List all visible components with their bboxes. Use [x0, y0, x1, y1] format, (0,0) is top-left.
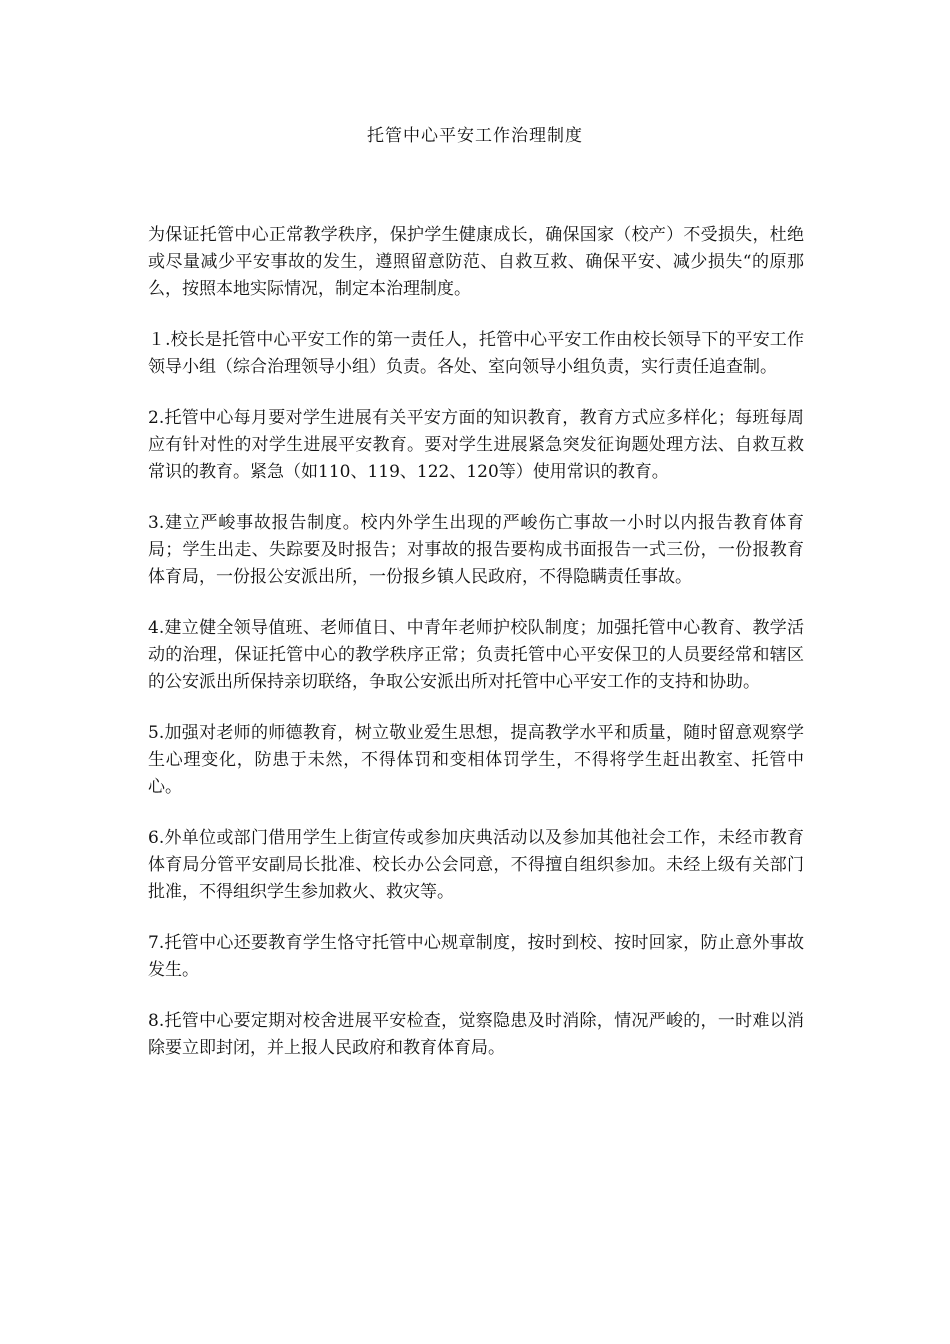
rule-item-6: 6.外单位或部门借用学生上街宣传或参加庆典活动以及参加其他社会工作，未经市教育体育局分管平安副局长批准、校长办公会同意，不得擅自组织参加。未经上级有关部门批准，不得组织学生参加救火、救灾等。 [148, 828, 804, 902]
rule-item-1: １.校长是托管中心平安工作的第一责任人，托管中心平安工作由校长领导下的平安工作领导小组（综合治理领导小组）负责。各处、室向领导小组负责，实行责任追查制。 [148, 330, 804, 377]
rule-item-8: 8.托管中心要定期对校舍进展平安检查，觉察隐患及时消除，情况严峻的，一时难以消除要立即封闭，并上报人民政府和教育体育局。 [148, 1011, 804, 1058]
rule-item-5: 5.加强对老师的师德教育，树立敬业爱生思想，提高教学水平和质量，随时留意观察学生心理变化，防患于未然，不得体罚和变相体罚学生，不得将学生赶出教室、托管中心。 [148, 723, 804, 797]
rule-item-7: 7.托管中心还要教育学生恪守托管中心规章制度，按时到校、按时回家，防止意外事故发生。 [148, 933, 804, 980]
rule-item-2: 2.托管中心每月要对学生进展有关平安方面的知识教育，教育方式应多样化；每班每周应有针对性的对学生进展平安教育。要对学生进展紧急突发征询题处理方法、自救互救常识的教育。紧急（如110、119、122、120等）使用常识的教育。 [148, 408, 804, 482]
intro-paragraph: 为保证托管中心正常教学秩序，保护学生健康成长，确保国家（校产）不受损失，杜绝或尽量减少平安事故的发生，遵照留意防范、自救互救、确保平安、减少损失“的原那么，按照本地实际情况，制定本治理制度。 [148, 225, 804, 299]
rule-item-4: 4.建立健全领导值班、老师值日、中青年老师护校队制度；加强托管中心教育、教学活动的治理，保证托管中心的教学秩序正常；负责托管中心平安保卫的人员要经常和辖区的公安派出所保持亲切联络，争取公安派出所对托管中心平安工作的支持和协助。 [148, 618, 804, 692]
rule-item-3: 3.建立严峻事故报告制度。校内外学生出现的严峻伤亡事故一小时以内报告教育体育局；学生出走、失踪要及时报告；对事故的报告要构成书面报告一式三份，一份报教育体育局，一份报公安派出所，一份报乡镇人民政府，不得隐瞒责任事故。 [148, 513, 804, 587]
document-body [148, 222, 804, 1086]
document-title: 托管中心平安工作治理制度 [367, 126, 583, 146]
